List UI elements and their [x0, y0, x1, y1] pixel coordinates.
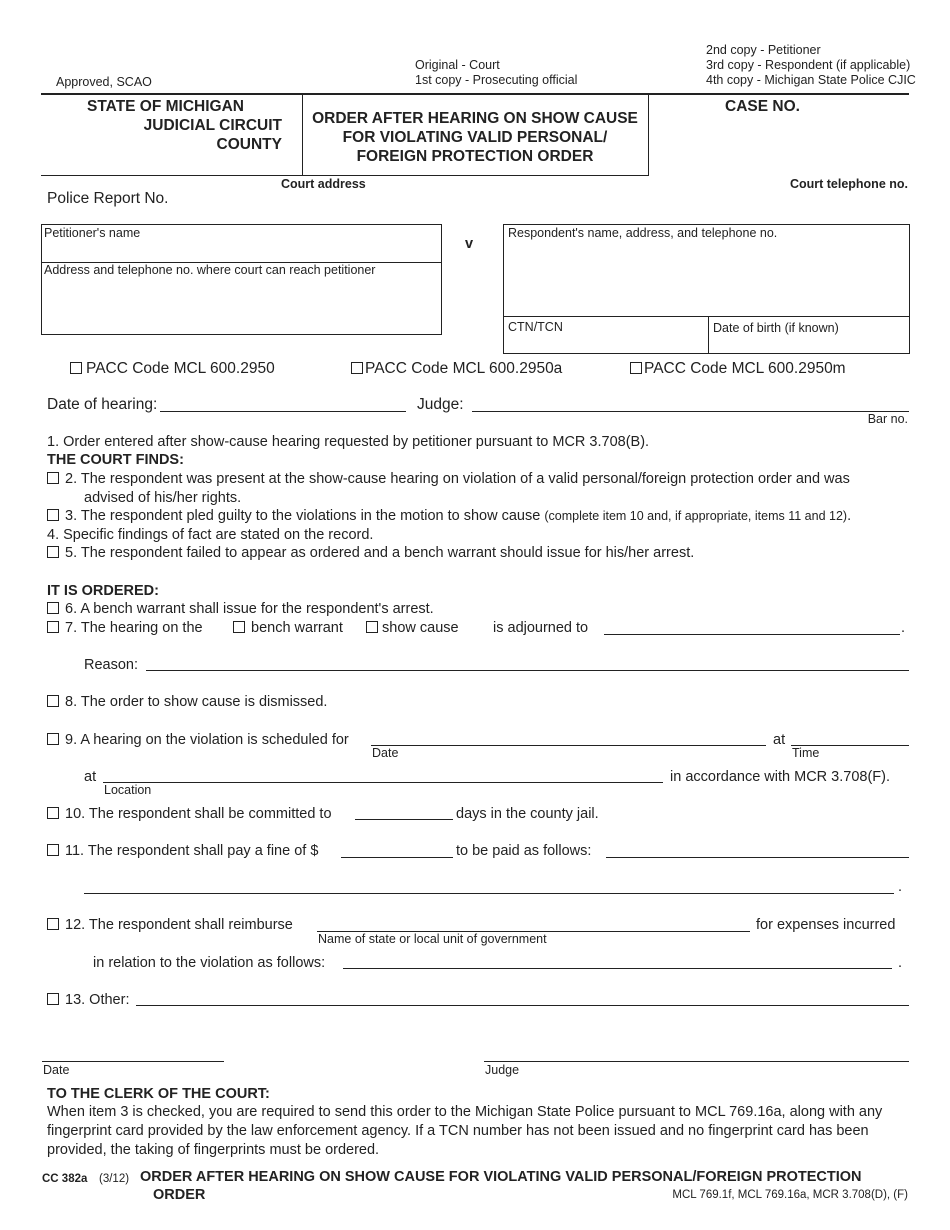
order-item-13: 13. Other:	[65, 992, 130, 1008]
pacc-2950m-checkbox[interactable]	[630, 362, 642, 374]
respondent-divider	[503, 316, 910, 317]
hearing-date-field[interactable]	[371, 745, 766, 746]
order-10-checkbox[interactable]	[47, 807, 59, 819]
order-item-9: 9. A hearing on the violation is scheduled for	[65, 732, 349, 748]
hearing-location-caption: Location	[104, 783, 152, 797]
jail-days-field[interactable]	[355, 819, 453, 820]
dist-first-copy: 1st copy - Prosecuting official	[415, 73, 578, 87]
relation-to-violation-label: in relation to the violation as follows:	[93, 955, 326, 971]
signature-date-label: Date	[43, 1063, 70, 1077]
court-telephone-label: Court telephone no.	[789, 177, 908, 191]
bar-no-label: Bar no.	[867, 412, 908, 426]
pacc-2950-checkbox[interactable]	[70, 362, 82, 374]
show-cause-label: show cause	[382, 620, 459, 636]
fine-payment-period: .	[898, 879, 903, 895]
clerk-heading-text: TO THE CLERK OF THE COURT	[47, 1086, 266, 1102]
finding-item-1: 1. Order entered after show-cause hearing requested by petitioner pursuant to MCR 3.708(B).	[47, 434, 650, 450]
bench-warrant-checkbox[interactable]	[233, 621, 245, 633]
caption-bottom-rule-center	[302, 175, 648, 176]
location-at-label: at	[84, 769, 97, 785]
finding-item-5: 5. The respondent failed to appear as ordered and a bench warrant should issue for his/her arrest.	[65, 545, 695, 561]
other-field[interactable]	[136, 1005, 909, 1006]
dist-third-copy: 3rd copy - Respondent (if applicable)	[706, 58, 911, 72]
bench-warrant-label: bench warrant	[251, 620, 343, 636]
petitioner-box[interactable]	[41, 224, 442, 335]
finding-item-2: 2. The respondent was present at the show-cause hearing on violation of a valid personal/foreign protection order and was	[65, 471, 850, 487]
show-cause-checkbox[interactable]	[366, 621, 378, 633]
judge-signature-label: Judge	[485, 1063, 520, 1077]
versus-label: v	[465, 236, 474, 252]
ctn-tcn-label: CTN/TCN	[508, 320, 563, 334]
reimburse-government-caption: Name of state or local unit of government	[318, 932, 547, 946]
court-finds-heading: THE COURT FINDS:	[47, 452, 184, 468]
court-address-label: Court address	[281, 177, 366, 191]
fine-payment-field-line-2[interactable]	[84, 893, 894, 894]
pacc-2950a-label: PACC Code MCL 600.2950a	[365, 360, 563, 377]
hearing-date-caption: Date	[372, 746, 399, 760]
finding-3-checkbox[interactable]	[47, 509, 59, 521]
reimburse-period: .	[898, 955, 903, 971]
order-7-checkbox[interactable]	[47, 621, 59, 633]
clerk-instructions-line-2: fingerprint card provided by the law enforcement agency. If a TCN number has not been issued and no fingerprint card has been	[47, 1123, 869, 1139]
order-item-7: 7. The hearing on the	[65, 620, 203, 636]
state-of-michigan: STATE OF MICHIGAN	[87, 98, 244, 115]
order-item-11: 11. The respondent shall pay a fine of $	[65, 843, 319, 859]
reason-label: Reason:	[84, 657, 139, 673]
footer-title-line-1: ORDER AFTER HEARING ON SHOW CAUSE FOR VIOLATING VALID PERSONAL/FOREIGN PROTECTION	[140, 1169, 862, 1185]
clerk-instructions-line-3: provided, the taking of fingerprints must be ordered.	[47, 1142, 380, 1158]
mcr-3708f-text: in accordance with MCR 3.708(F).	[670, 769, 890, 785]
order-item-11-paid: to be paid as follows:	[456, 843, 592, 859]
pacc-2950-label: PACC Code MCL 600.2950	[86, 360, 275, 377]
order-9-checkbox[interactable]	[47, 733, 59, 745]
finding-item-4: 4. Specific findings of fact are stated on the record.	[47, 527, 374, 543]
fine-payment-field[interactable]	[606, 857, 909, 858]
caption-bottom-rule-left	[41, 175, 302, 176]
pacc-2950-option[interactable]	[70, 360, 275, 378]
pacc-2950a-checkbox[interactable]	[351, 362, 363, 374]
date-of-hearing-label: Date of hearing:	[47, 396, 158, 413]
petitioner-name-label: Petitioner's name	[44, 226, 141, 240]
pacc-2950m-option[interactable]	[630, 360, 846, 378]
order-item-10: 10. The respondent shall be committed to	[65, 806, 332, 822]
finding-2-checkbox[interactable]	[47, 472, 59, 484]
finding-5-checkbox[interactable]	[47, 546, 59, 558]
petitioner-address-label: Address and telephone no. where court can reach petitioner	[44, 263, 376, 277]
hearing-location-field[interactable]	[103, 782, 663, 783]
caption-top-rule	[41, 93, 909, 95]
order-item-6: 6. A bench warrant shall issue for the respondent's arrest.	[65, 601, 434, 617]
reason-field[interactable]	[146, 670, 909, 671]
order-item-8: 8. The order to show cause is dismissed.	[65, 694, 328, 710]
reimburse-terms-field[interactable]	[343, 968, 892, 969]
ctn-dob-divider	[708, 316, 709, 354]
hearing-time-caption: Time	[792, 746, 820, 760]
dist-original: Original - Court	[415, 58, 500, 72]
form-title-line-3: FOREIGN PROTECTION ORDER	[356, 148, 594, 165]
order-8-checkbox[interactable]	[47, 695, 59, 707]
order-item-12: 12. The respondent shall reimburse	[65, 917, 293, 933]
respondent-label: Respondent's name, address, and telephone no.	[508, 226, 778, 240]
adjourned-to-field[interactable]	[604, 634, 900, 635]
date-of-hearing-field[interactable]	[160, 411, 406, 412]
county-label: COUNTY	[216, 136, 282, 153]
finding-item-3: 3. The respondent pled guilty to the violations in the motion to show cause (complete item 10 and, if appropriate, items 11 and 12).	[65, 508, 852, 524]
police-report-label: Police Report No.	[47, 190, 169, 207]
finding-item-3-note: (complete item 10 and, if appropriate, items 11 and 12)	[544, 509, 848, 523]
judicial-circuit: JUDICIAL CIRCUIT	[143, 117, 282, 134]
finding-item-2-cont: advised of his/her rights.	[84, 490, 242, 506]
judge-label: Judge:	[417, 396, 464, 413]
form-revision: (3/12)	[99, 1173, 130, 1185]
signature-date-field[interactable]	[42, 1061, 224, 1062]
hearing-at-label: at	[773, 732, 786, 748]
pacc-2950m-label: PACC Code MCL 600.2950m	[644, 360, 846, 377]
order-13-checkbox[interactable]	[47, 993, 59, 1005]
order-12-checkbox[interactable]	[47, 918, 59, 930]
respondent-box[interactable]	[503, 224, 910, 354]
it-is-ordered-heading: IT IS ORDERED:	[47, 583, 159, 599]
caption-divider-right	[648, 94, 649, 176]
dist-second-copy: 2nd copy - Petitioner	[706, 43, 821, 57]
approved-scao: Approved, SCAO	[56, 75, 152, 89]
dist-fourth-copy: 4th copy - Michigan State Police CJIC	[706, 73, 916, 87]
adjourned-period: .	[901, 620, 906, 636]
pacc-2950a-option[interactable]	[351, 360, 562, 378]
case-no-field[interactable]	[650, 120, 908, 174]
fine-amount-field[interactable]	[341, 857, 453, 858]
form-number: CC 382a	[42, 1173, 88, 1185]
case-no-label: CASE NO.	[725, 98, 800, 115]
order-item-10-days: days in the county jail.	[456, 806, 599, 822]
form-title-line-2: FOR VIOLATING VALID PERSONAL/	[342, 129, 608, 146]
judge-signature-field[interactable]	[484, 1061, 909, 1062]
form-title-line-1: ORDER AFTER HEARING ON SHOW CAUSE	[312, 110, 638, 127]
clerk-instructions-line-1: When item 3 is checked, you are required to send this order to the Michigan State Police pursuant to MCL 769.16a, along with any	[47, 1104, 883, 1120]
footer-citations: MCL 769.1f, MCL 769.16a, MCR 3.708(D), (F)	[672, 1189, 908, 1201]
order-6-checkbox[interactable]	[47, 602, 59, 614]
dob-label: Date of birth (if known)	[713, 321, 839, 335]
footer-title-line-2: ORDER	[153, 1187, 206, 1203]
finding-item-3-text: 3. The respondent pled guilty to the violations in the motion to show cause	[65, 508, 541, 524]
clerk-heading: TO THE CLERK OF THE COURT:	[47, 1086, 270, 1102]
expenses-incurred-label: for expenses incurred	[756, 917, 896, 933]
adjourned-to-label: is adjourned to	[493, 620, 589, 636]
order-11-checkbox[interactable]	[47, 844, 59, 856]
